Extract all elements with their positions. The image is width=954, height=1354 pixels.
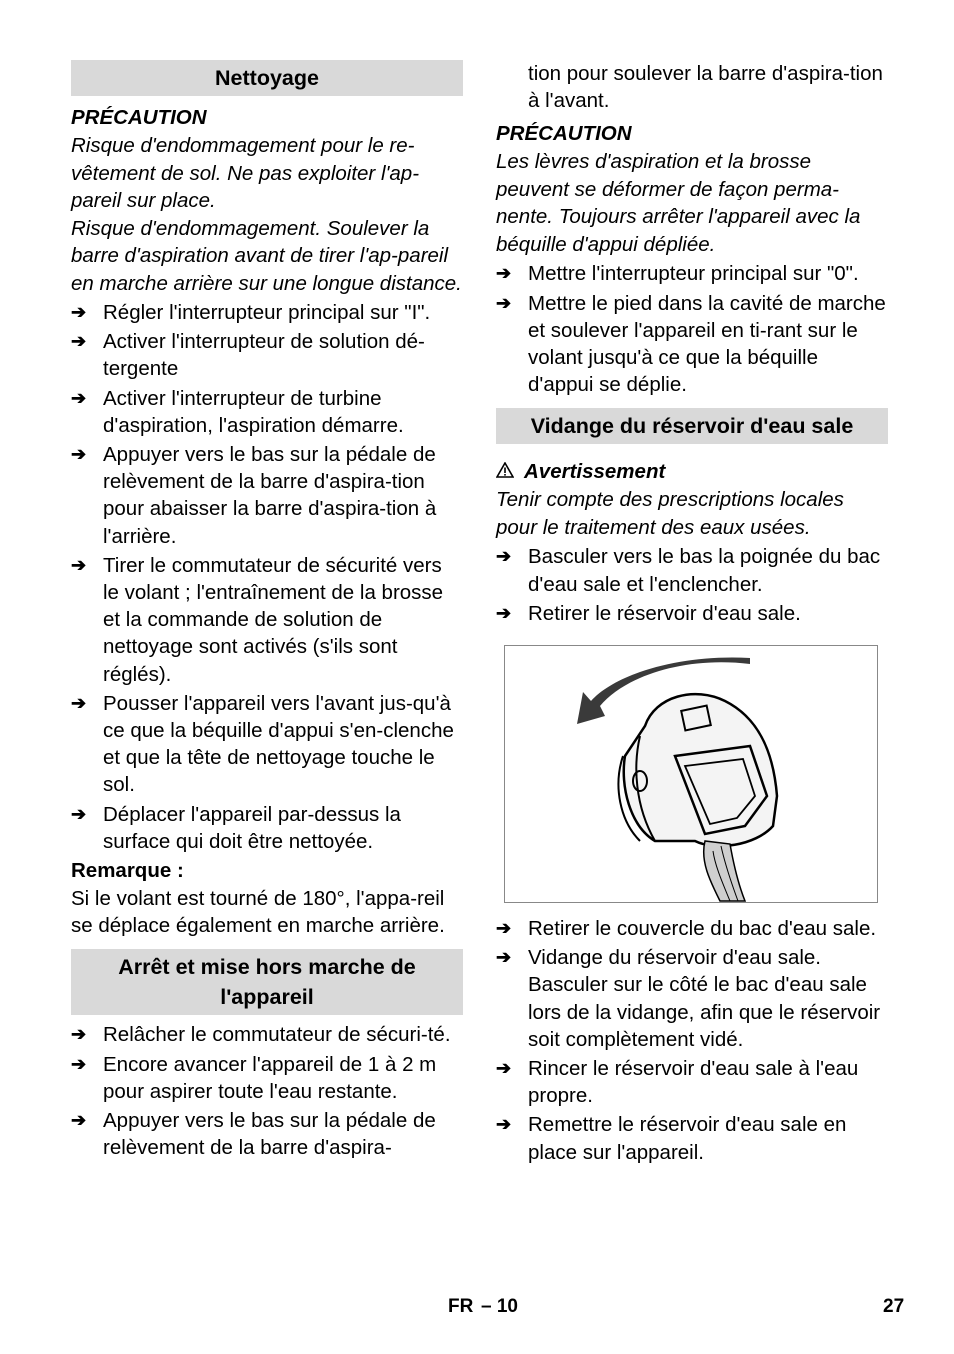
list-item: ➔ Pousser l'appareil vers l'avant jus-qu'à ce que la béquille d'appui s'en-clenche et que la tête de nettoyage touche le sol. xyxy=(71,690,463,799)
caution-text: Risque d'endommagement pour le re-vêtement de sol. Ne pas exploiter l'ap-pareil sur place. xyxy=(71,134,420,212)
list-item: ➔ Retirer le couvercle du bac d'eau sale. xyxy=(496,915,888,942)
list-item: ➔ Régler l'interrupteur principal sur "I". xyxy=(71,299,463,326)
page-number: 27 xyxy=(883,1296,905,1317)
instruction-list xyxy=(71,299,463,855)
list-item: ➔ Retirer le réservoir d'eau sale. xyxy=(496,600,888,627)
remark-label: Remarque : xyxy=(71,859,184,883)
list-item: ➔ Remettre le réservoir d'eau sale en place sur l'appareil. xyxy=(496,1111,888,1165)
caution-label: PRÉCAUTION xyxy=(496,122,632,146)
list-item: ➔ Basculer vers le bas la poignée du bac d'eau sale et l'enclencher. xyxy=(496,543,888,597)
arrow-right-icon: ➔ xyxy=(71,1053,87,1074)
arrow-right-icon: ➔ xyxy=(496,1058,512,1079)
arrow-right-icon: ➔ xyxy=(71,803,87,824)
arrow-right-icon: ➔ xyxy=(496,263,512,284)
arrow-right-icon: ➔ xyxy=(496,1114,512,1135)
right-column xyxy=(496,60,888,1166)
footer-lang: FR xyxy=(448,1296,474,1317)
arrow-right-icon: ➔ xyxy=(71,444,87,465)
list-item: ➔ Relâcher le commutateur de sécuri-té. xyxy=(71,1021,463,1048)
arrow-right-icon: ➔ xyxy=(71,692,87,713)
instruction-list xyxy=(496,543,888,627)
caution-label: PRÉCAUTION xyxy=(71,106,207,129)
continuation-text: tion pour soulever la barre d'aspira-tion à l'avant. xyxy=(528,62,883,113)
list-item: ➔ Mettre le pied dans la cavité de marche et soulever l'appareil en ti-rant sur le volant jusqu'à ce que la béquille d'appui se déplie. xyxy=(496,290,888,399)
list-item: ➔ Vidange du réservoir d'eau sale. Basculer sur le côté le bac d'eau sale lors de la vidange, afin que le réservoir soit complètement vidé. xyxy=(496,944,888,1053)
arrow-right-icon: ➔ xyxy=(496,918,512,939)
tank-removal-illustration xyxy=(504,645,878,903)
instruction-list xyxy=(496,260,888,398)
remark-text: Si le volant est tourné de 180°, l'appa-reil se déplace également en marche arrière. xyxy=(71,887,445,938)
list-item: ➔ Activer l'interrupteur de solution dé-tergente xyxy=(71,328,463,382)
list-item: ➔ Tirer le commutateur de sécurité vers le volant ; l'entraînement de la brosse et la commande de solution de nettoyage sont activés (s'ils sont réglés). xyxy=(71,552,463,688)
list-item: ➔ Appuyer vers le bas sur la pédale de relèvement de la barre d'aspira-tion pour abaisser la barre d'aspira-tion à l'arrière. xyxy=(71,441,463,550)
arrow-right-icon: ➔ xyxy=(496,947,512,968)
caution-text: Les lèvres d'aspiration et la brosse peuvent se déformer de façon perma-nente. Toujours arrêter l'appareil avec la béquille d'appui dépliée. xyxy=(496,150,861,256)
list-item: ➔ Activer l'interrupteur de turbine d'aspiration, l'aspiration démarre. xyxy=(71,385,463,439)
arrow-right-icon: ➔ xyxy=(71,302,87,322)
section-heading-vidange: Vidange du réservoir d'eau sale xyxy=(496,408,888,444)
arrow-right-icon: ➔ xyxy=(496,602,512,623)
list-item: ➔ Déplacer l'appareil par-dessus la surface qui doit être nettoyée. xyxy=(71,801,463,855)
list-item: ➔ Appuyer vers le bas sur la pédale de relèvement de la barre d'aspira- xyxy=(71,1107,463,1161)
section-heading-arret: Arrêt et mise hors marche de l'appareil xyxy=(71,949,463,1015)
list-item: ➔ Mettre l'interrupteur principal sur "0". xyxy=(496,260,888,287)
section-heading-nettoyage: Nettoyage xyxy=(71,60,463,96)
arrow-right-icon: ➔ xyxy=(71,554,87,575)
arrow-right-icon: ➔ xyxy=(496,546,512,567)
instruction-list xyxy=(71,1021,463,1161)
warning-triangle-icon xyxy=(496,458,514,486)
arrow-right-icon: ➔ xyxy=(496,292,512,313)
list-item: ➔ Rincer le réservoir d'eau sale à l'eau propre. xyxy=(496,1055,888,1109)
warning-text: Tenir compte des prescriptions locales pour le traitement des eaux usées. xyxy=(496,488,844,539)
left-column xyxy=(71,60,463,1161)
arrow-right-icon: ➔ xyxy=(71,331,87,352)
warning-heading: Avertissement xyxy=(496,458,888,486)
arrow-right-icon: ➔ xyxy=(71,1024,87,1045)
list-item: ➔ Encore avancer l'appareil de 1 à 2 m pour aspirer toute l'eau restante. xyxy=(71,1051,463,1105)
arrow-right-icon: ➔ xyxy=(71,1110,87,1131)
footer-page-ref: – 10 xyxy=(481,1296,518,1317)
instruction-list xyxy=(496,915,888,1166)
caution-text: Risque d'endommagement. Soulever la barre d'aspiration avant de tirer l'ap-pareil en marche arrière sur une longue distance. xyxy=(71,216,462,295)
arrow-right-icon: ➔ xyxy=(71,387,87,408)
